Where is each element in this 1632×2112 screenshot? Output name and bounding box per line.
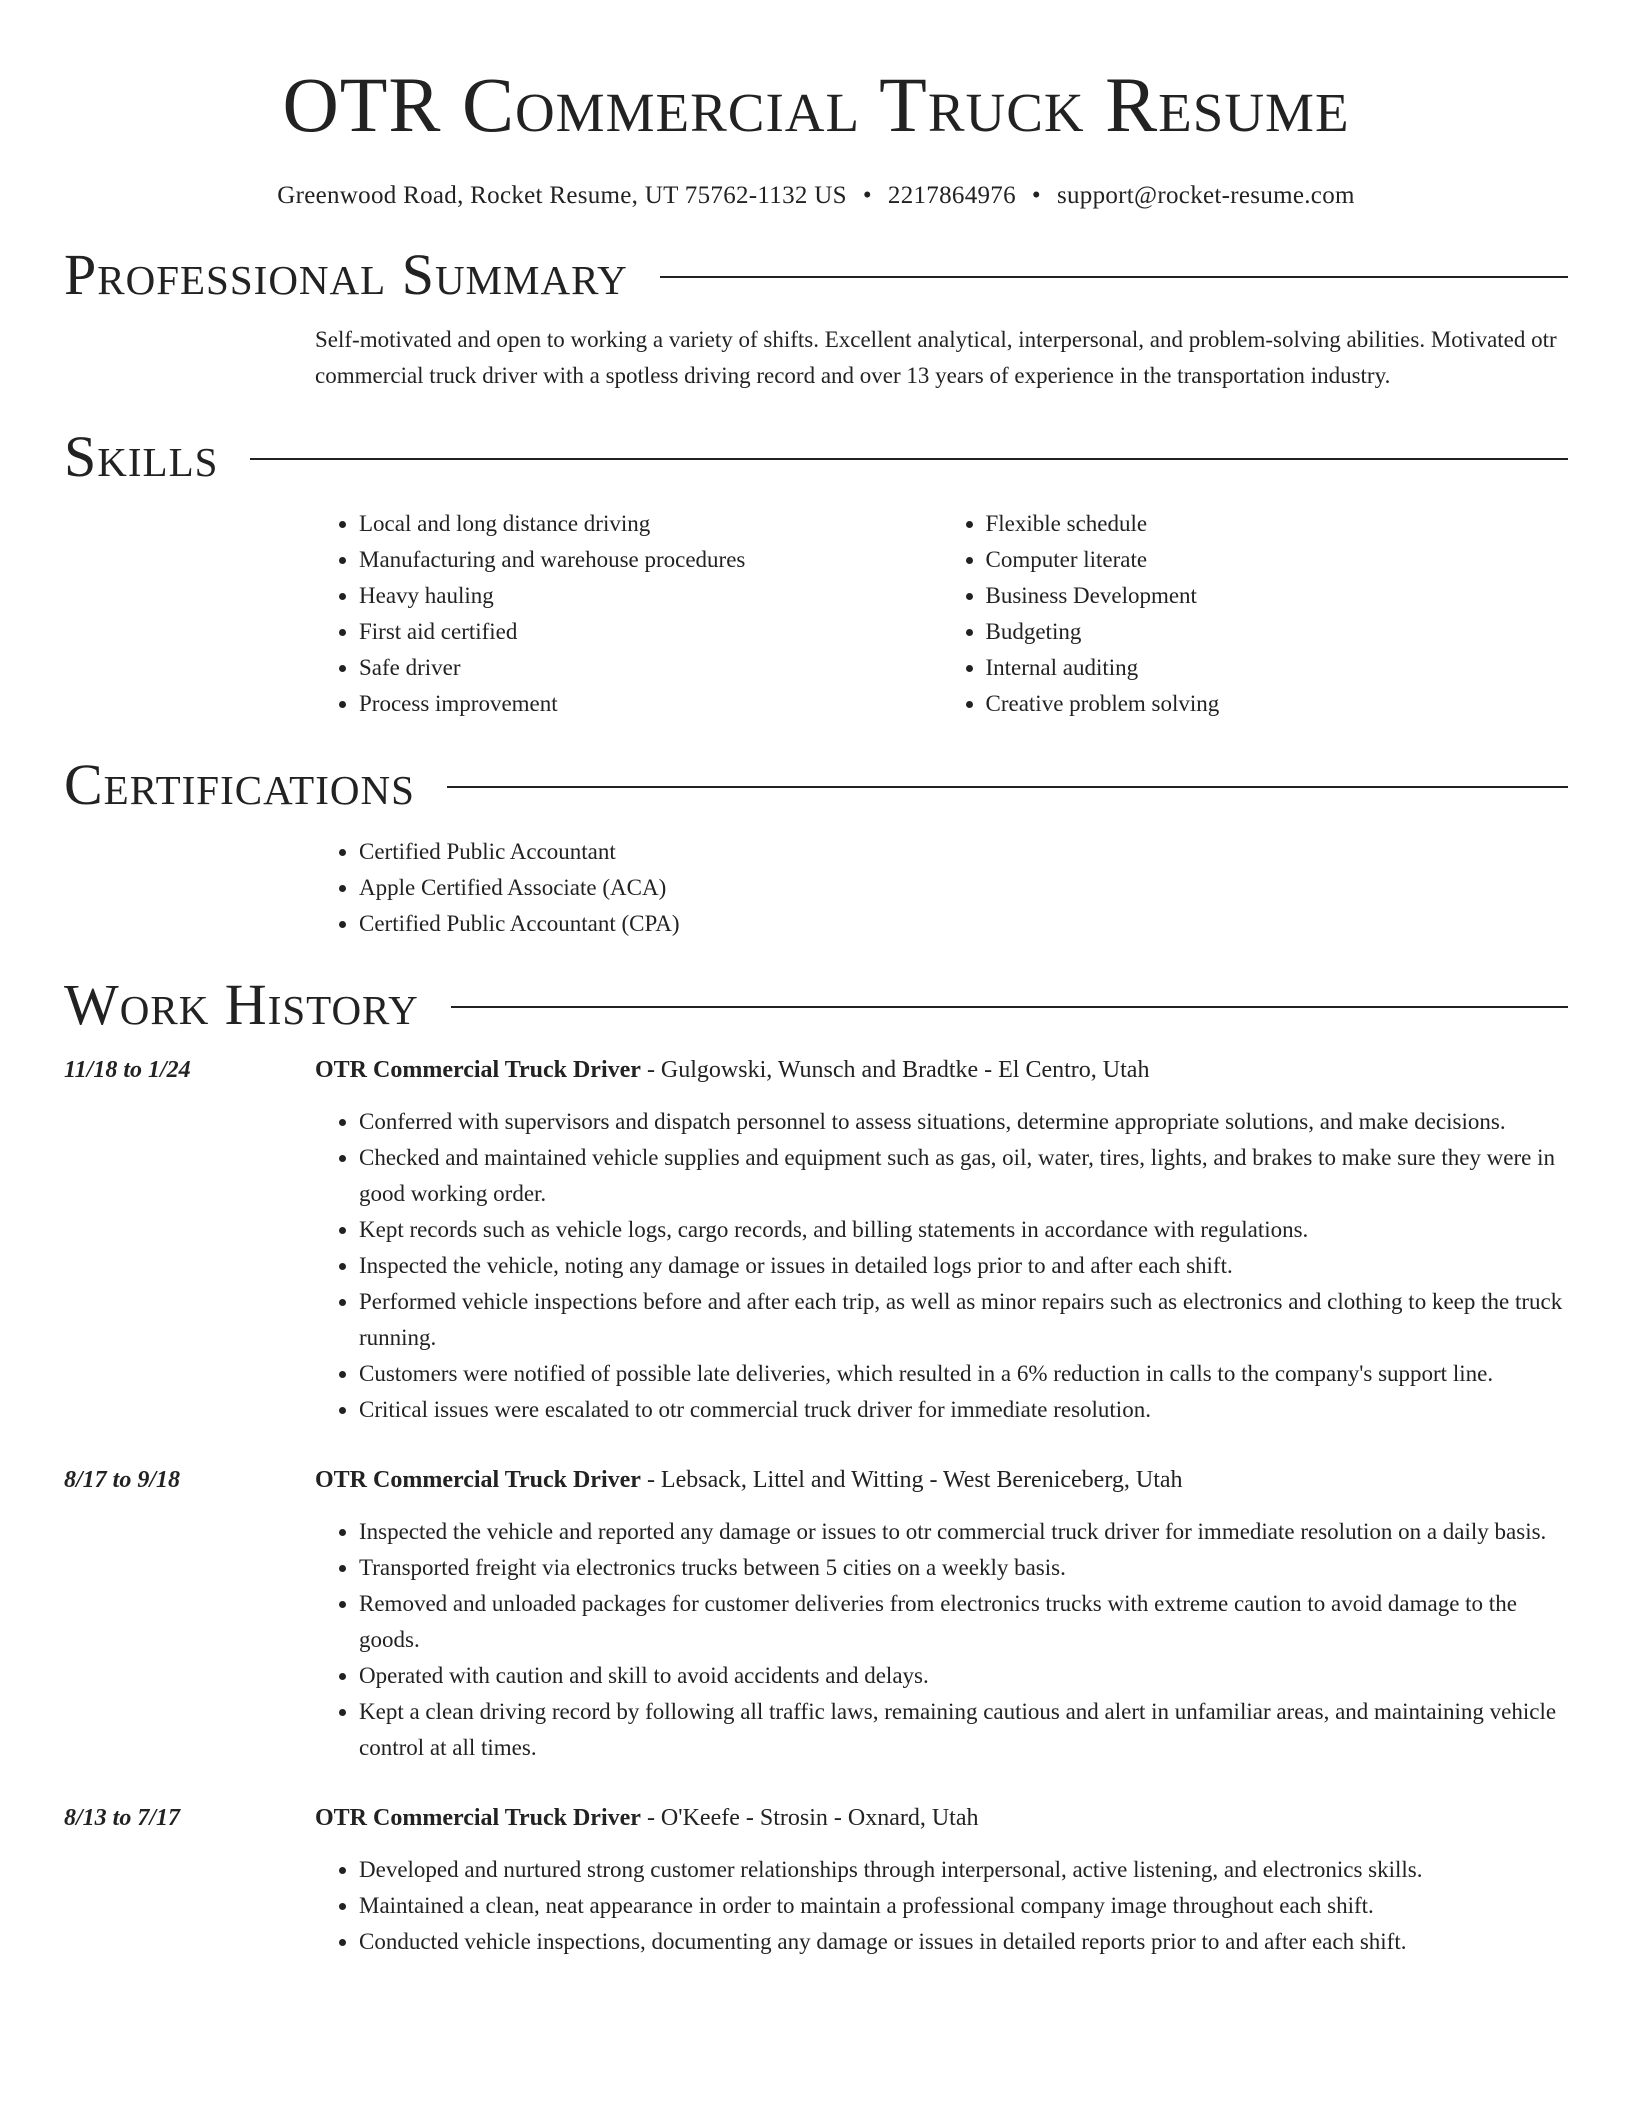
section-divider [451, 1006, 1568, 1008]
job-duty: • Conferred with supervisors and dispatch personnel to assess situations, determine appropriate solutions, and make decisions. [359, 1104, 1568, 1140]
certification-item: • Certified Public Accountant (CPA) [359, 906, 1568, 942]
job-entry [64, 1462, 1568, 1766]
job-duty: • Performed vehicle inspections before and after each trip, as well as minor repairs such as electronics and clothing to keep the truck running. [359, 1284, 1568, 1356]
job-duty: • Transported freight via electronics trucks between 5 cities on a weekly basis. [359, 1550, 1568, 1586]
skill-item: • Computer literate [986, 542, 1569, 578]
job-duty: • Inspected the vehicle, noting any damage or issues in detailed logs prior to and after each shift. [359, 1248, 1568, 1284]
job-title-line [315, 1800, 1568, 1836]
section-divider [250, 458, 1568, 460]
job-duty: • Inspected the vehicle and reported any damage or issues to otr commercial truck driver for immediate resolution on a daily basis. [359, 1514, 1568, 1550]
section-heading: Work History [64, 972, 419, 1037]
skill-item: • Budgeting [986, 614, 1569, 650]
skill-item: • Local and long distance driving [359, 506, 942, 542]
job-duties-list [315, 1514, 1568, 1766]
job-content [315, 1462, 1568, 1766]
contact-separator: • [862, 182, 872, 209]
job-dates: 8/13 to 7/17 [64, 1805, 181, 1831]
certifications-section [64, 752, 1568, 942]
section-header [64, 424, 1568, 490]
job-duty: • Checked and maintained vehicle supplies and equipment such as gas, oil, water, tires, lights, and brakes to make sure they were in good working order. [359, 1140, 1568, 1212]
job-title: OTR Commercial Truck Driver [315, 1805, 641, 1831]
section-divider [447, 786, 1568, 788]
job-title-line [315, 1462, 1568, 1498]
job-duty: • Critical issues were escalated to otr commercial truck driver for immediate resolution. [359, 1392, 1568, 1428]
job-duties-list [315, 1104, 1568, 1428]
contact-address: Greenwood Road, Rocket Resume, UT 75762-1132 US [277, 182, 847, 209]
job-content [315, 1052, 1568, 1428]
skill-item: • Heavy hauling [359, 578, 942, 614]
job-duty: • Customers were notified of possible late deliveries, which resulted in a 6% reduction in calls to the company's support line. [359, 1356, 1568, 1392]
skill-item: • Process improvement [359, 686, 942, 722]
job-duty: • Developed and nurtured strong customer relationships through interpersonal, active listening, and electronics skills. [359, 1852, 1568, 1888]
job-employer-location: - Gulgowski, Wunsch and Bradtke - El Centro, Utah [640, 1057, 1150, 1083]
job-duty: • Kept a clean driving record by following all traffic laws, remaining cautious and alert in unfamiliar areas, and maintaining vehicle control at all times. [359, 1694, 1568, 1766]
summary-body [315, 322, 1568, 394]
skills-list-right [942, 506, 1569, 722]
job-duty: • Operated with caution and skill to avoid accidents and delays. [359, 1658, 1568, 1694]
contact-phone: 2217864976 [887, 182, 1016, 209]
job-duty: • Conducted vehicle inspections, documenting any damage or issues in detailed reports prior to and after each shift. [359, 1924, 1568, 1960]
skills-body [315, 506, 1568, 722]
summary-text: Self-motivated and open to working a variety of shifts. Excellent analytical, interpersonal, and problem-solving abilities. Motivated otr commercial truck driver with a spotless driving record and over 13 years of experience in the transportation industry. [315, 327, 1557, 388]
job-dates: 8/17 to 9/18 [64, 1467, 181, 1493]
skill-item: • Safe driver [359, 650, 942, 686]
job-title: OTR Commercial Truck Driver [315, 1467, 641, 1493]
contact-line [64, 180, 1568, 212]
section-heading: Skills [64, 424, 219, 489]
certification-item: • Certified Public Accountant [359, 834, 1568, 870]
section-heading: Certifications [64, 752, 415, 817]
job-dates: 11/18 to 1/24 [64, 1057, 191, 1083]
contact-email: support@rocket-resume.com [1056, 182, 1355, 209]
section-divider [660, 276, 1568, 278]
job-title: OTR Commercial Truck Driver [315, 1057, 641, 1083]
skill-item: • First aid certified [359, 614, 942, 650]
skill-item: • Manufacturing and warehouse procedures [359, 542, 942, 578]
section-header [64, 972, 1568, 1038]
certifications-body [315, 834, 1568, 942]
job-duties-list [315, 1852, 1568, 1960]
skills-list-left [315, 506, 942, 722]
certifications-list [315, 834, 1568, 942]
job-duty: • Kept records such as vehicle logs, cargo records, and billing statements in accordance with regulations. [359, 1212, 1568, 1248]
job-duty: • Removed and unloaded packages for customer deliveries from electronics trucks with extreme caution to avoid damage to the goods. [359, 1586, 1568, 1658]
job-title-line [315, 1052, 1568, 1088]
professional-summary-section [64, 242, 1568, 394]
skill-item: • Business Development [986, 578, 1569, 614]
contact-separator: • [1031, 182, 1041, 209]
section-header [64, 242, 1568, 308]
work-history-section [64, 972, 1568, 1960]
job-employer-location: - O'Keefe - Strosin - Oxnard, Utah [640, 1805, 979, 1831]
job-entry [64, 1800, 1568, 1960]
skill-item: • Flexible schedule [986, 506, 1569, 542]
section-header [64, 752, 1568, 818]
job-duty: • Maintained a clean, neat appearance in order to maintain a professional company image throughout each shift. [359, 1888, 1568, 1924]
resume-title: OTR Commercial Truck Resume [282, 61, 1350, 148]
job-employer-location: - Lebsack, Littel and Witting - West Bereniceberg, Utah [640, 1467, 1183, 1493]
skill-item: • Creative problem solving [986, 686, 1569, 722]
section-heading: Professional Summary [64, 242, 628, 307]
skills-section [64, 424, 1568, 722]
skill-item: • Internal auditing [986, 650, 1569, 686]
job-content [315, 1800, 1568, 1960]
job-entry [64, 1052, 1568, 1428]
certification-item: • Apple Certified Associate (ACA) [359, 870, 1568, 906]
